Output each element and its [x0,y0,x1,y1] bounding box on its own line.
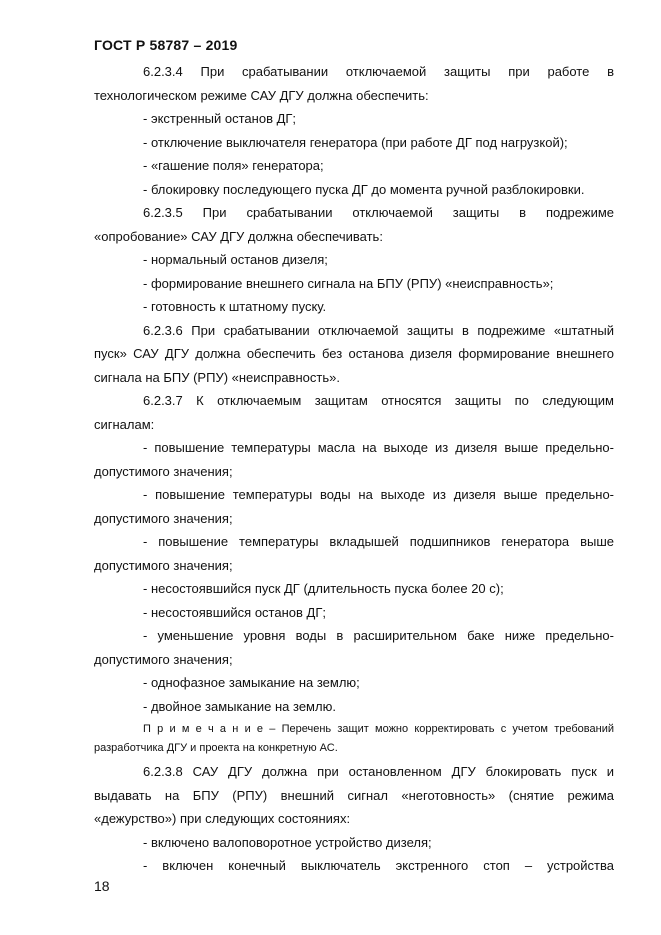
text-line: выдавать на БПУ (РПУ) внешний сигнал «неготовность» (снятие режима [94,787,614,803]
text-line: пуск» САУ ДГУ должна обеспечить без останова дизеля формирование внешнего [94,346,614,361]
text-line: - формирование внешнего сигнала на БПУ (РПУ) «неисправность»; [143,275,554,291]
text-line: - несостоявшийся останов ДГ; [143,604,326,620]
text-line: - включен конечный выключатель экстренного стоп – устройства [143,858,614,873]
text-line: - повышение температуры вкладышей подшипников генератора выше [143,534,614,549]
text-line: - однофазное замыкание на землю; [143,675,360,690]
text-line: разработчика ДГУ и проекта на конкретную АС. [94,742,338,754]
text-line: 6.2.3.4 При срабатывании отключаемой защиты при работе в [143,64,614,79]
text-line: - уменьшение уровня воды в расширительном баке ниже предельно- [143,628,614,643]
text-line: «опробование» САУ ДГУ должна обеспечивать: [94,228,383,244]
text-line: 6.2.3.8 САУ ДГУ должна при остановленном ДГУ блокировать пуск и [143,764,614,779]
text-line: - несостоявшийся пуск ДГ (длительность пуска более 20 с); [143,581,504,596]
note-block [94,720,614,758]
text-line: - отключение выключателя генератора (при работе ДГ под нагрузкой); [143,134,568,150]
text-line: технологическом режиме САУ ДГУ должна обеспечить: [94,87,429,103]
text-line: - нормальный останов дизеля; [143,252,328,267]
text-line: 6.2.3.6 При срабатывании отключаемой защиты в подрежиме «штатный [143,322,614,338]
text-line: - включено валоповоротное устройство дизеля; [143,834,432,850]
text-line: - повышение температуры масла на выходе из дизеля выше предельно- [143,440,614,455]
text-line: П р и м е ч а н и е – Перечень защит можно корректировать с учетом требований [143,723,614,735]
text-line: допустимого значения; [94,510,233,526]
text-line: сигнала на БПУ (РПУ) «неисправность». [94,369,340,385]
text-line: допустимого значения; [94,557,233,573]
text-line: - повышение температуры воды на выходе из дизеля выше предельно- [143,487,614,502]
page-number: 18 [94,878,110,894]
text-line: допустимого значения; [94,651,233,667]
main-text-block [94,60,614,718]
text-line: 6.2.3.7 К отключаемым защитам относятся защиты по следующим [143,393,614,408]
text-line: - блокировку последующего пуска ДГ до момента ручной разблокировки. [143,181,585,197]
text-line: 6.2.3.5 При срабатывании отключаемой защиты в подрежиме [143,205,614,220]
continued-text-block [94,760,614,878]
document-body [94,60,614,878]
text-line: - двойное замыкание на землю. [143,698,336,714]
text-line: «дежурство») при следующих состояниях: [94,811,351,826]
text-line: допустимого значения; [94,463,233,479]
text-line: сигналам: [94,416,155,432]
text-line: - «гашение поля» генератора; [143,158,324,173]
text-line: - готовность к штатному пуску. [143,299,327,314]
text-line: - экстренный останов ДГ; [143,111,297,126]
standard-header: ГОСТ Р 58787 – 2019 [94,37,238,53]
